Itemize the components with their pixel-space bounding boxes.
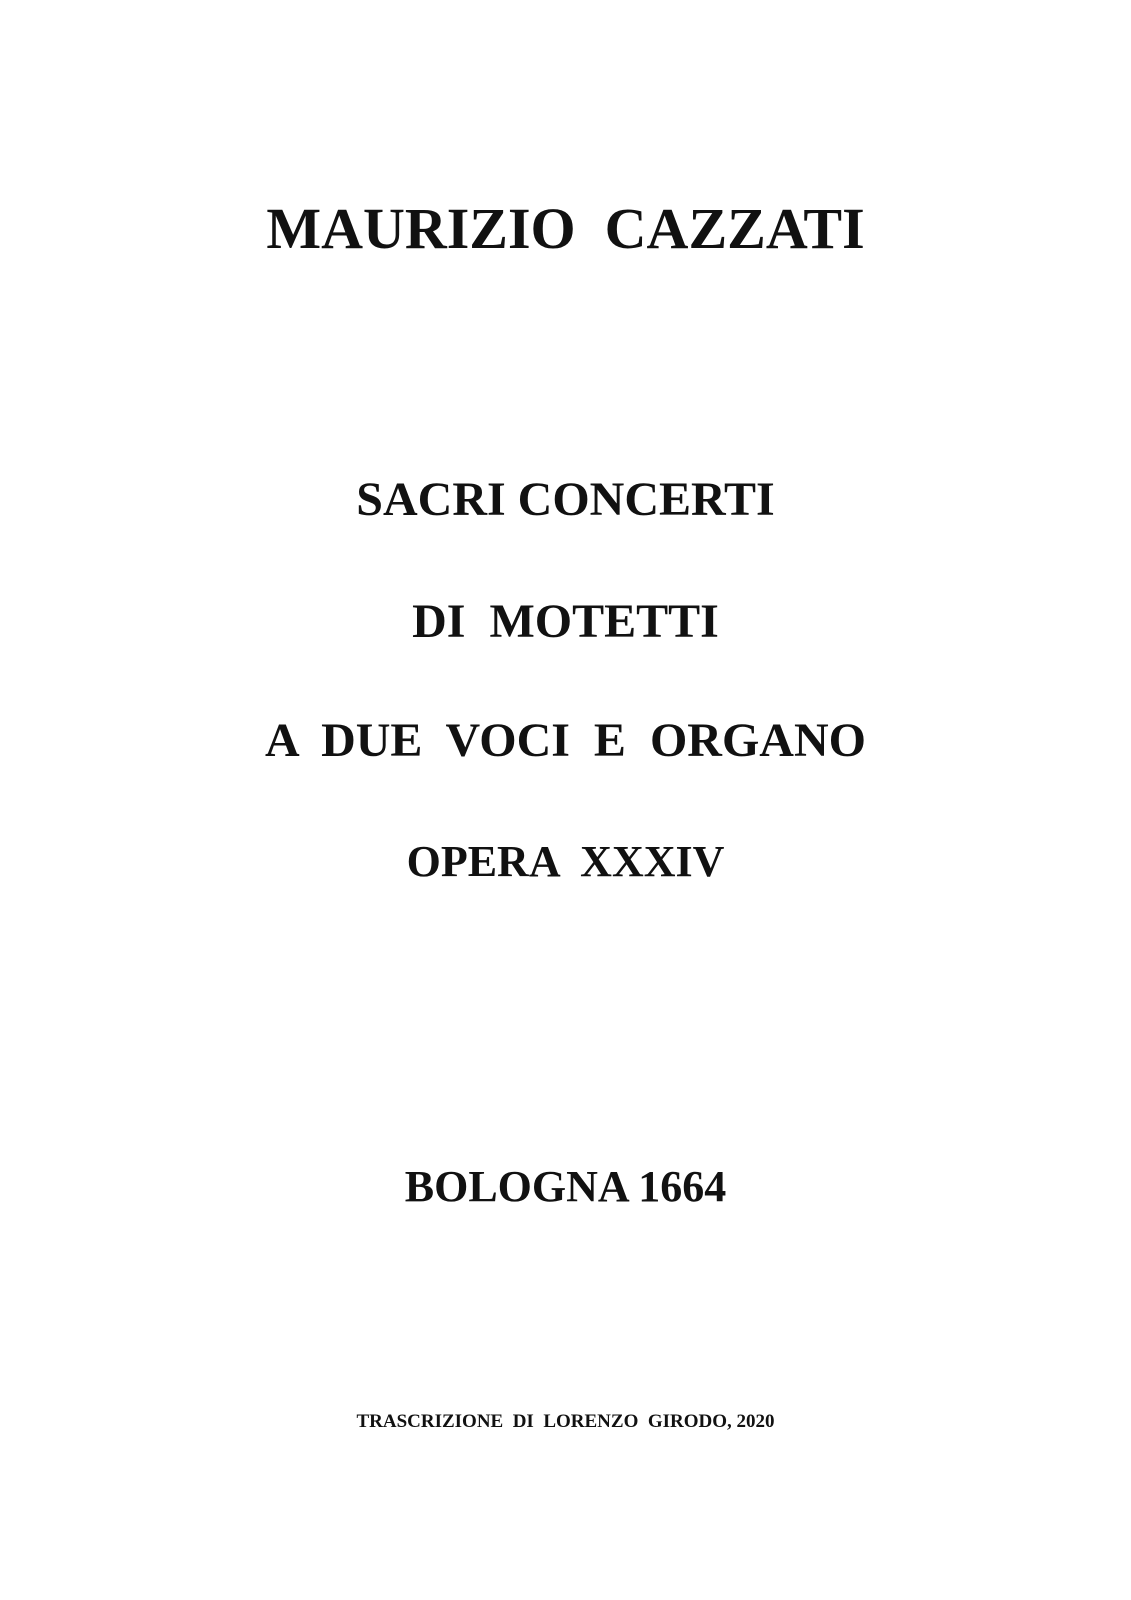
work-title-line-2: DI MOTETTI bbox=[412, 595, 719, 648]
publication-place-year: BOLOGNA 1664 bbox=[404, 1162, 727, 1211]
composer-name: MAURIZIO CAZZATI bbox=[266, 196, 865, 261]
transcription-credit: TRASCRIZIONE DI LORENZO GIRODO, 2020 bbox=[356, 1411, 775, 1432]
opus-number: OPERA XXXIV bbox=[406, 837, 725, 886]
work-title-line-1: SACRI CONCERTI bbox=[356, 473, 775, 526]
work-title-line-3: A DUE VOCI E ORGANO bbox=[265, 714, 866, 767]
